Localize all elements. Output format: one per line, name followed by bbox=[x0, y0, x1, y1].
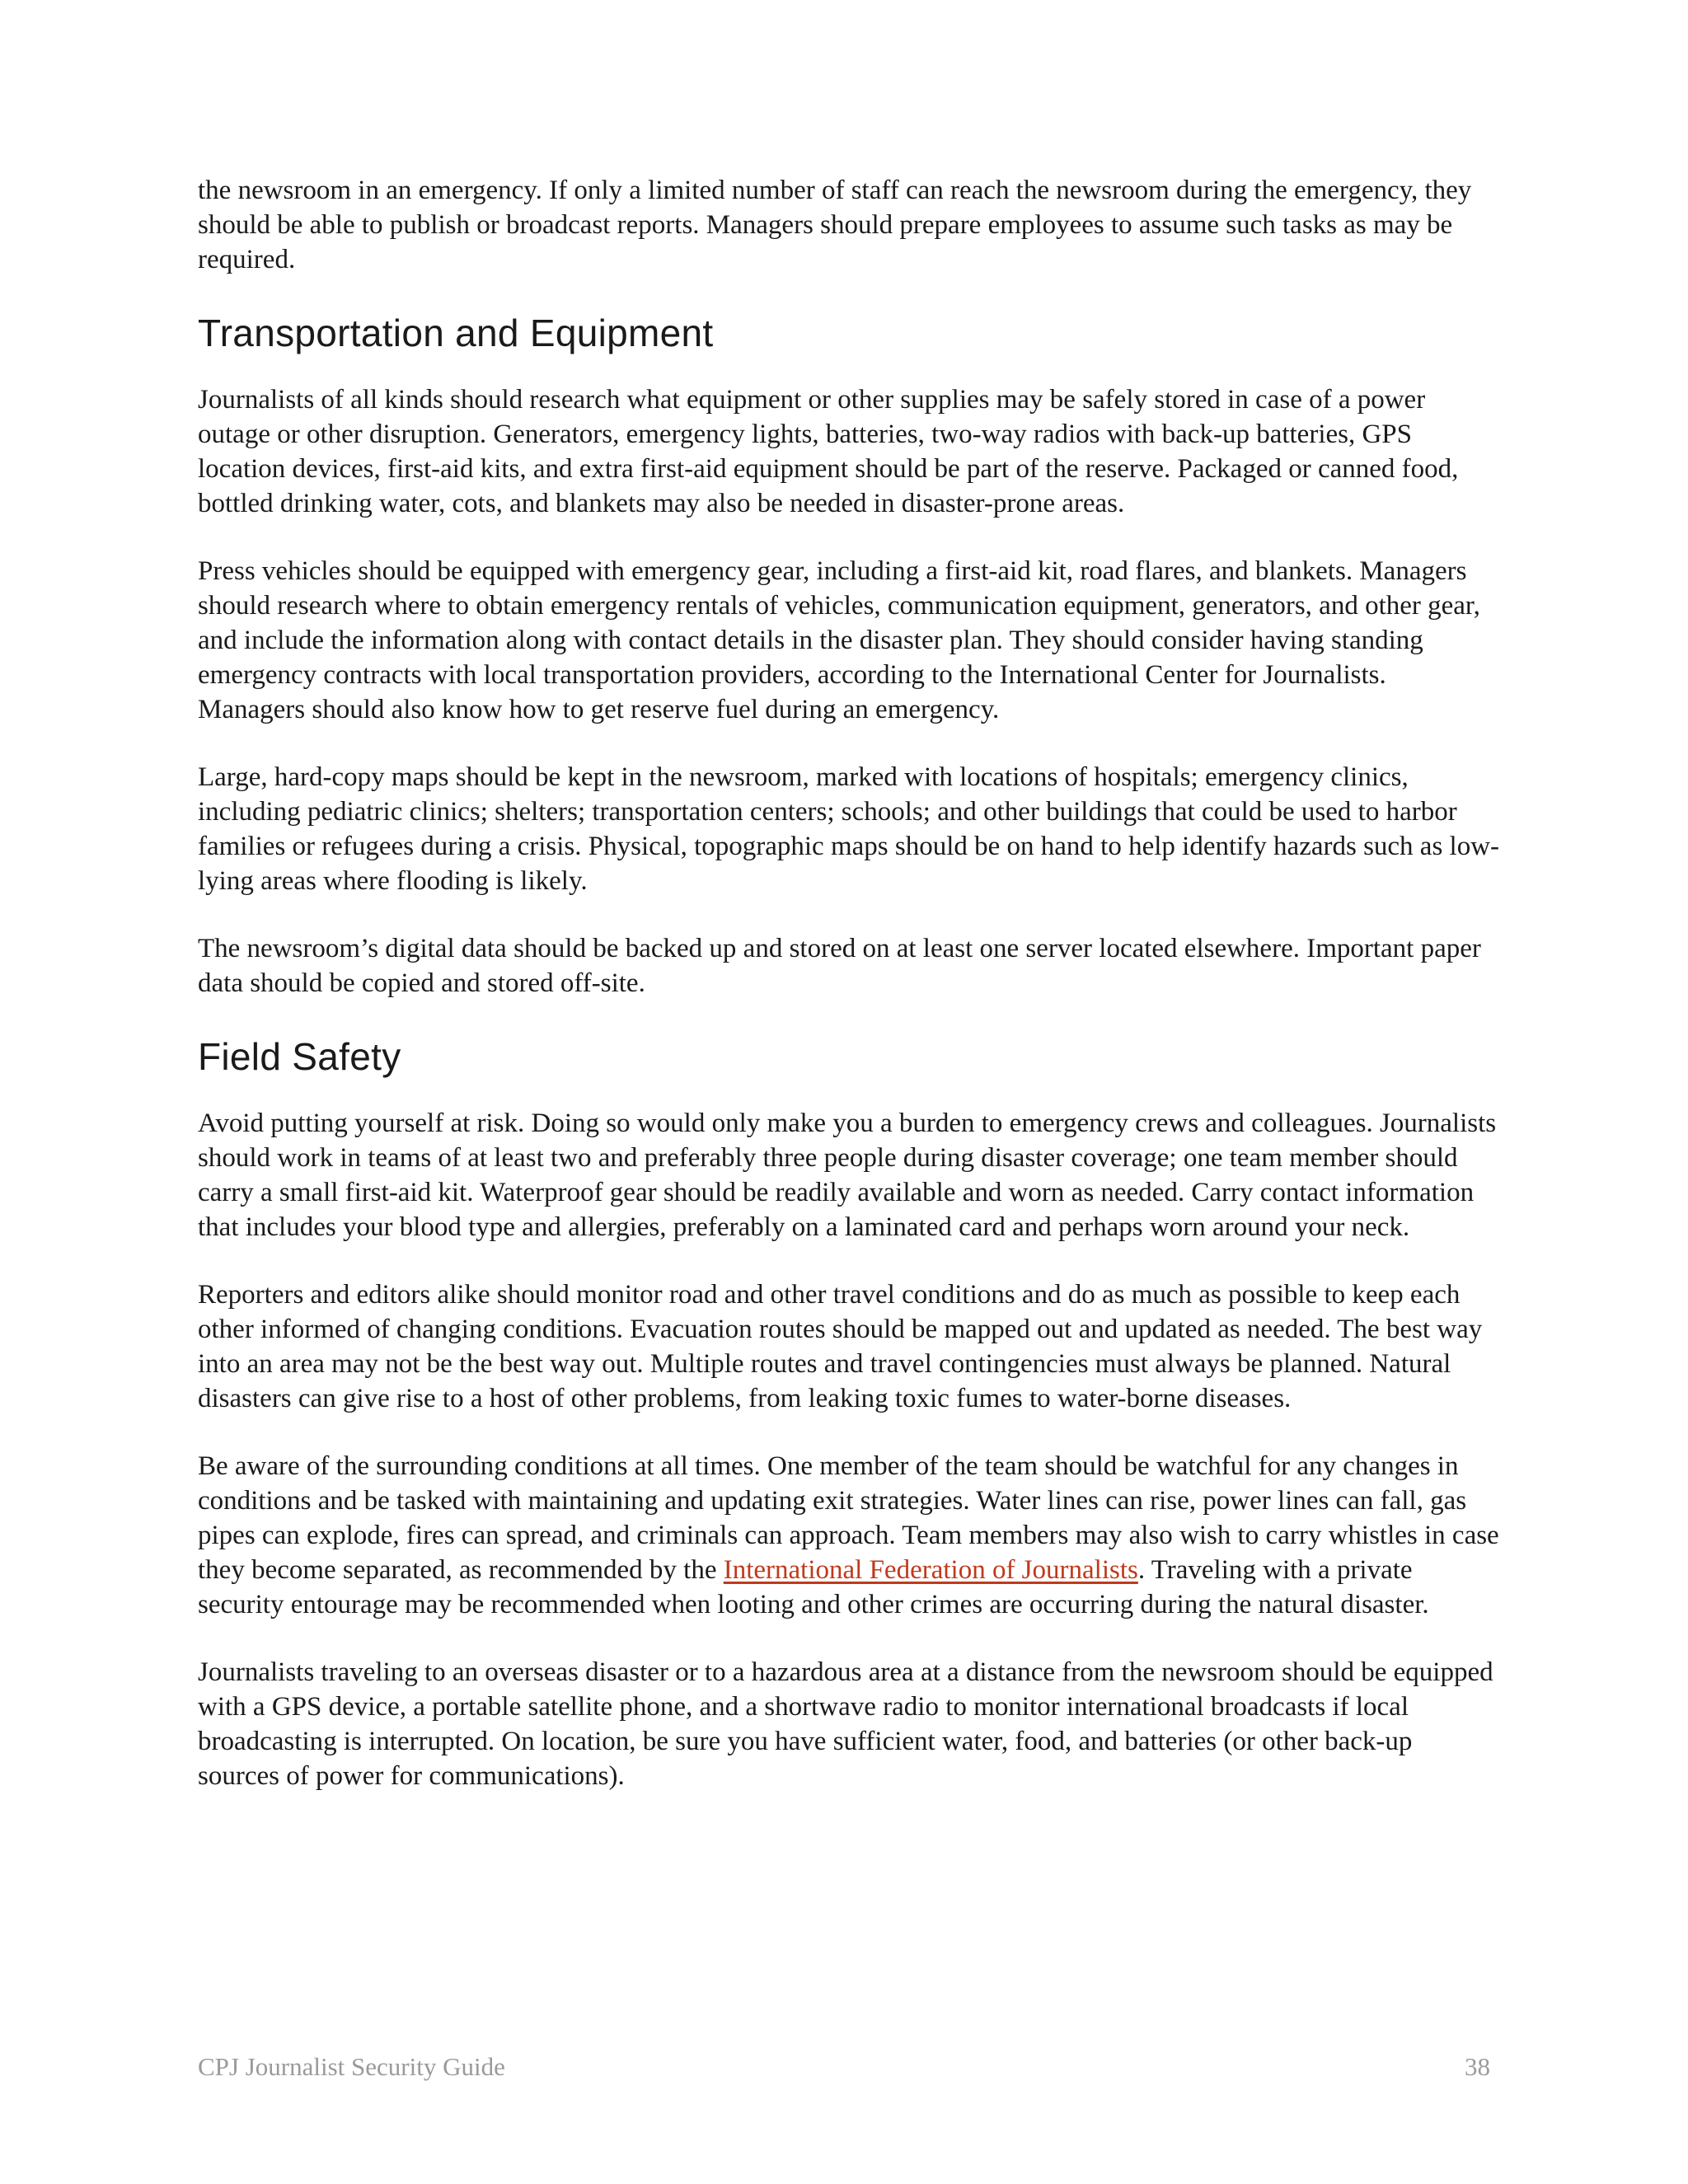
page-content bbox=[198, 173, 1500, 1826]
transportation-paragraph-4: The newsroom’s digital data should be backed up and stored on at least one server located elsewhere. Important paper data should be copied and stored off-site. bbox=[198, 934, 1481, 998]
page-number: 38 bbox=[1465, 2052, 1490, 2081]
section-heading-field-safety: Field Safety bbox=[198, 1035, 401, 1078]
page-footer bbox=[198, 2052, 1490, 2082]
transportation-paragraph-3: Large, hard-copy maps should be kept in the newsroom, marked with locations of hospitals; emergency clinics, including pediatric clinics; shelters; transportation centers; schools; and other buildings that could be used to harbor families or refugees during a crisis. Physical, topographic maps should be on hand to help identify hazards such as low-lying areas where flooding is likely. bbox=[198, 762, 1500, 896]
section-heading-transportation: Transportation and Equipment bbox=[198, 312, 714, 354]
field-safety-paragraph-2: Reporters and editors alike should monitor road and other travel conditions and do as much as possible to keep each other informed of changing conditions. Evacuation routes should be mapped out and updated as needed. The best way into an area may not be the best way out. Multiple routes and travel contingencies must always be planned. Natural disasters can give rise to a host of other problems, from leaking toxic fumes to water-borne diseases. bbox=[198, 1280, 1483, 1413]
field-safety-paragraph-3-text-b: . Traveling with a private security entourage may be recommended when looting and other crimes are occurring during the natural disaster. bbox=[198, 1555, 1429, 1619]
field-safety-paragraph-4: Journalists traveling to an overseas disaster or to a hazardous area at a distance from the newsroom should be equipped with a GPS device, a portable satellite phone, and a shortwave radio to monitor international broadcasts if local broadcasting is interrupted. On location, be sure you have sufficient water, food, and batteries (or other back-up sources of power for communications). bbox=[198, 1657, 1493, 1791]
ifj-link[interactable]: International Federation of Journalists bbox=[723, 1555, 1138, 1585]
transportation-paragraph-1: Journalists of all kinds should research what equipment or other supplies may be safely stored in case of a power outage or other disruption. Generators, emergency lights, batteries, two-way radios with back-up batteries, GPS location devices, first-aid kits, and extra first-aid equipment should be part of the reserve. Packaged or canned food, bottled drinking water, cots, and blankets may also be needed in disaster-prone areas. bbox=[198, 385, 1459, 518]
footer-title: CPJ Journalist Security Guide bbox=[198, 2052, 505, 2081]
intro-paragraph: the newsroom in an emergency. If only a limited number of staff can reach the newsroom during the emergency, they should be able to publish or broadcast reports. Managers should prepare employees to assume such tasks as may be required. bbox=[198, 176, 1472, 274]
field-safety-paragraph-3 bbox=[198, 1449, 1500, 1622]
field-safety-paragraph-3-text-a: Be aware of the surrounding conditions at all times. One member of the team should be watchful for any changes in conditions and be tasked with maintaining and updating exit strategies. Water lines can rise, power lines can fall, gas pipes can explode, fires can spread, and criminals can approach. Team members may also wish to carry whistles in case they become separated, as recommended by the bbox=[198, 1451, 1499, 1585]
transportation-paragraph-2: Press vehicles should be equipped with emergency gear, including a first-aid kit, road flares, and blankets. Managers should research where to obtain emergency rentals of vehicles, communication equipment, generators, and other gear, and include the information along with contact details in the disaster plan. They should consider having standing emergency contracts with local transportation providers, according to the International Center for Journalists. Managers should also know how to get reserve fuel during an emergency. bbox=[198, 556, 1480, 724]
field-safety-paragraph-1: Avoid putting yourself at risk. Doing so would only make you a burden to emergency crews and colleagues. Journalists should work in teams of at least two and preferably three people during disaster coverage; one team member should carry a small first-aid kit. Waterproof gear should be readily available and worn as needed. Carry contact information that includes your blood type and allergies, preferably on a laminated card and perhaps worn around your neck. bbox=[198, 1108, 1497, 1242]
